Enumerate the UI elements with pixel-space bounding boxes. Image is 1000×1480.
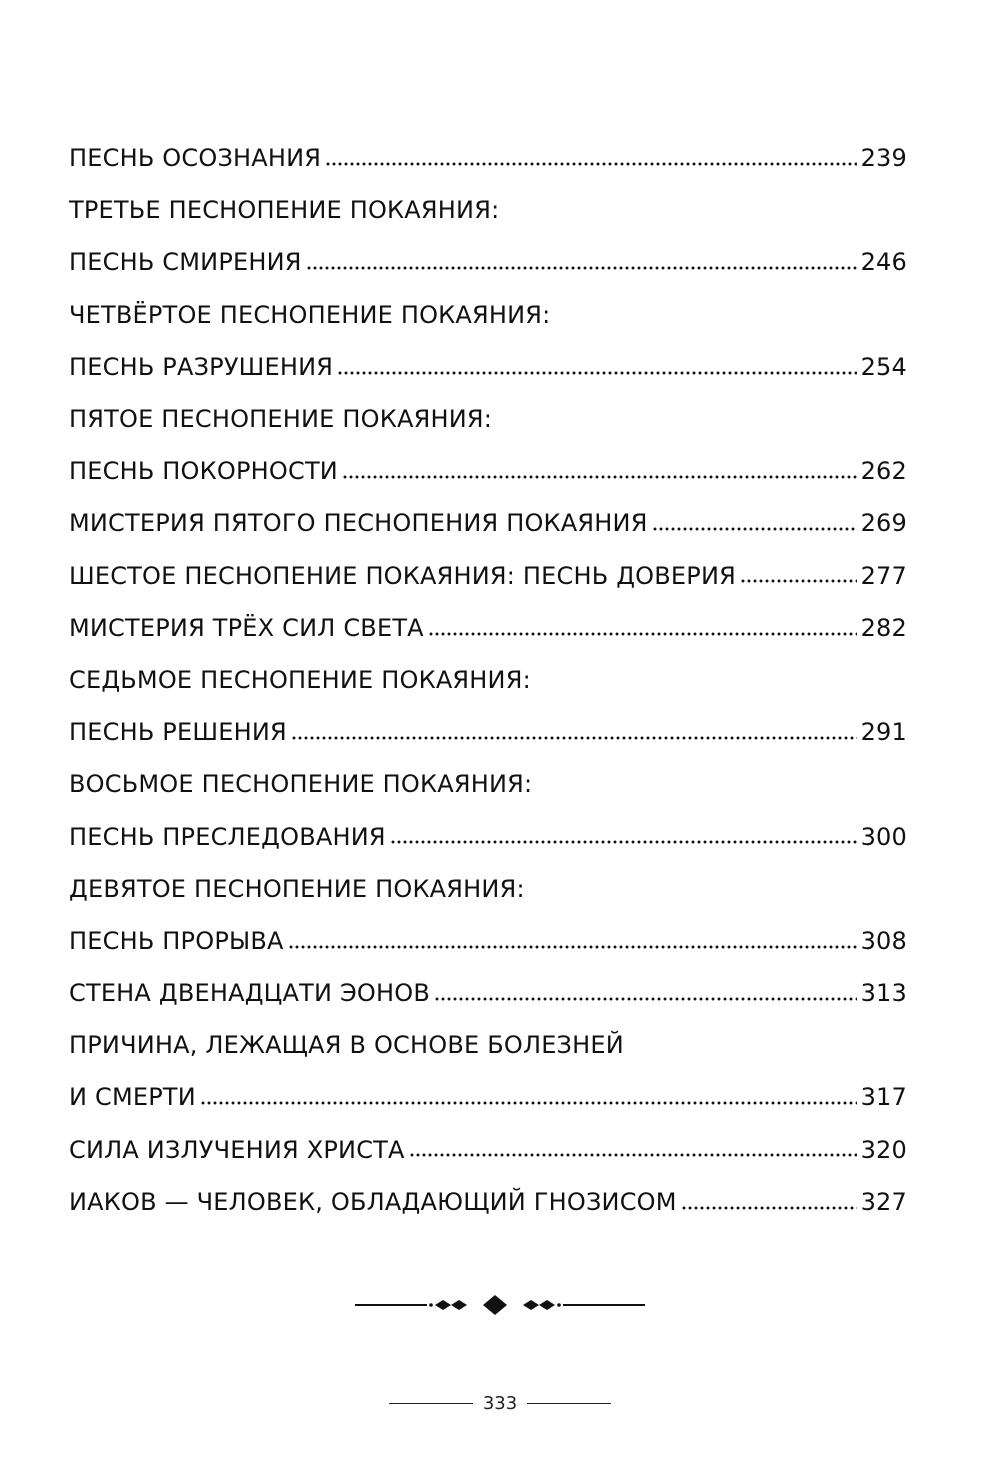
dot-leader (306, 250, 857, 274)
diamond-ornament-icon (355, 1290, 645, 1320)
dot-leader (409, 1138, 857, 1162)
dot-leader (288, 929, 857, 953)
toc-entry-page: 262 (860, 457, 907, 486)
dot-leader (428, 616, 857, 640)
toc-entry-title: ПЕСНЬ ПРОРЫВА (69, 926, 284, 955)
toc-entry-page: 254 (860, 352, 907, 381)
toc-entry-page: 317 (860, 1083, 907, 1112)
toc-entry-title: ИАКОВ — ЧЕЛОВЕК, ОБЛАДАЮЩИЙ ГНОЗИСОМ (69, 1187, 677, 1216)
toc-heading (69, 1019, 907, 1071)
toc-heading-title: ВОСЬМОЕ ПЕСНОПЕНИЕ ПОКАЯНИЯ: (69, 770, 533, 799)
toc-entry (69, 445, 907, 497)
toc-heading (69, 184, 907, 236)
toc-heading (69, 758, 907, 810)
toc-entry-title: И СМЕРТИ (69, 1083, 196, 1112)
toc-entry-title: ПЕСНЬ РАЗРУШЕНИЯ (69, 352, 334, 381)
toc-entry-title: МИСТЕРИЯ ПЯТОГО ПЕСНОПЕНИЯ ПОКАЯНИЯ (69, 509, 648, 538)
toc-heading (69, 654, 907, 706)
toc-heading-title: ПРИЧИНА, ЛЕЖАЩАЯ В ОСНОВЕ БОЛЕЗНЕЙ (69, 1031, 624, 1060)
toc-entry-page: 277 (860, 561, 907, 590)
toc-entry-page: 308 (860, 926, 907, 955)
toc-entry-page: 239 (860, 144, 907, 173)
toc-heading-title: ЧЕТВЁРТОЕ ПЕСНОПЕНИЕ ПОКАЯНИЯ: (69, 300, 551, 329)
toc-entry (69, 341, 907, 393)
toc-entry (69, 967, 907, 1019)
toc-entry (69, 915, 907, 967)
toc-heading-title: ТРЕТЬЕ ПЕСНОПЕНИЕ ПОКАЯНИЯ: (69, 196, 500, 225)
toc-entry-title: ПЕСНЬ РЕШЕНИЯ (69, 718, 287, 747)
table-of-contents (69, 132, 907, 1228)
dot-leader (681, 1190, 857, 1214)
toc-entry (69, 132, 907, 184)
toc-entry-title: ПЕСНЬ ПОКОРНОСТИ (69, 457, 338, 486)
toc-entry-title: ПЕСНЬ ПРЕСЛЕДОВАНИЯ (69, 822, 386, 851)
toc-heading (69, 393, 907, 445)
toc-entry-title: ПЕСНЬ СМИРЕНИЯ (69, 248, 302, 277)
dot-leader (291, 720, 857, 744)
dot-leader (652, 511, 857, 535)
toc-entry-title: МИСТЕРИЯ ТРЁХ СИЛ СВЕТА (69, 613, 424, 642)
dot-leader (200, 1085, 857, 1109)
toc-entry (69, 810, 907, 862)
footer-rule-left (389, 1403, 473, 1404)
toc-entry (69, 550, 907, 602)
dot-leader (337, 355, 856, 379)
toc-entry-page: 313 (860, 979, 907, 1008)
toc-entry (69, 497, 907, 549)
toc-entry-title: СТЕНА ДВЕНАДЦАТИ ЭОНОВ (69, 979, 431, 1008)
dot-leader (740, 564, 857, 588)
dot-leader (434, 981, 857, 1005)
toc-entry (69, 1176, 907, 1228)
dot-leader (325, 146, 856, 170)
toc-entry-title: СИЛА ИЗЛУЧЕНИЯ ХРИСТА (69, 1135, 405, 1164)
footer-rule-right (527, 1403, 611, 1404)
toc-entry-title: ШЕСТОЕ ПЕСНОПЕНИЕ ПОКАЯНИЯ: ПЕСНЬ ДОВЕРИЯ (69, 561, 736, 590)
toc-heading (69, 863, 907, 915)
toc-heading-title: СЕДЬМОЕ ПЕСНОПЕНИЕ ПОКАЯНИЯ: (69, 665, 531, 694)
page-number: 333 (482, 1392, 518, 1414)
toc-entry (69, 1071, 907, 1123)
dot-leader (390, 825, 857, 849)
dot-leader (342, 459, 857, 483)
toc-heading-title: ПЯТОЕ ПЕСНОПЕНИЕ ПОКАЯНИЯ: (69, 405, 493, 434)
toc-entry-page: 327 (860, 1187, 907, 1216)
toc-entry-page: 269 (860, 509, 907, 538)
toc-entry-page: 291 (860, 718, 907, 747)
toc-entry-page: 300 (860, 822, 907, 851)
toc-entry-page: 282 (860, 613, 907, 642)
toc-entry-page: 246 (860, 248, 907, 277)
toc-entry (69, 1124, 907, 1176)
toc-entry (69, 236, 907, 288)
toc-entry (69, 602, 907, 654)
toc-heading-title: ДЕВЯТОЕ ПЕСНОПЕНИЕ ПОКАЯНИЯ: (69, 874, 525, 903)
toc-heading (69, 289, 907, 341)
page-footer (380, 1388, 620, 1418)
toc-entry-title: ПЕСНЬ ОСОЗНАНИЯ (69, 144, 322, 173)
toc-entry (69, 706, 907, 758)
toc-entry-page: 320 (860, 1135, 907, 1164)
